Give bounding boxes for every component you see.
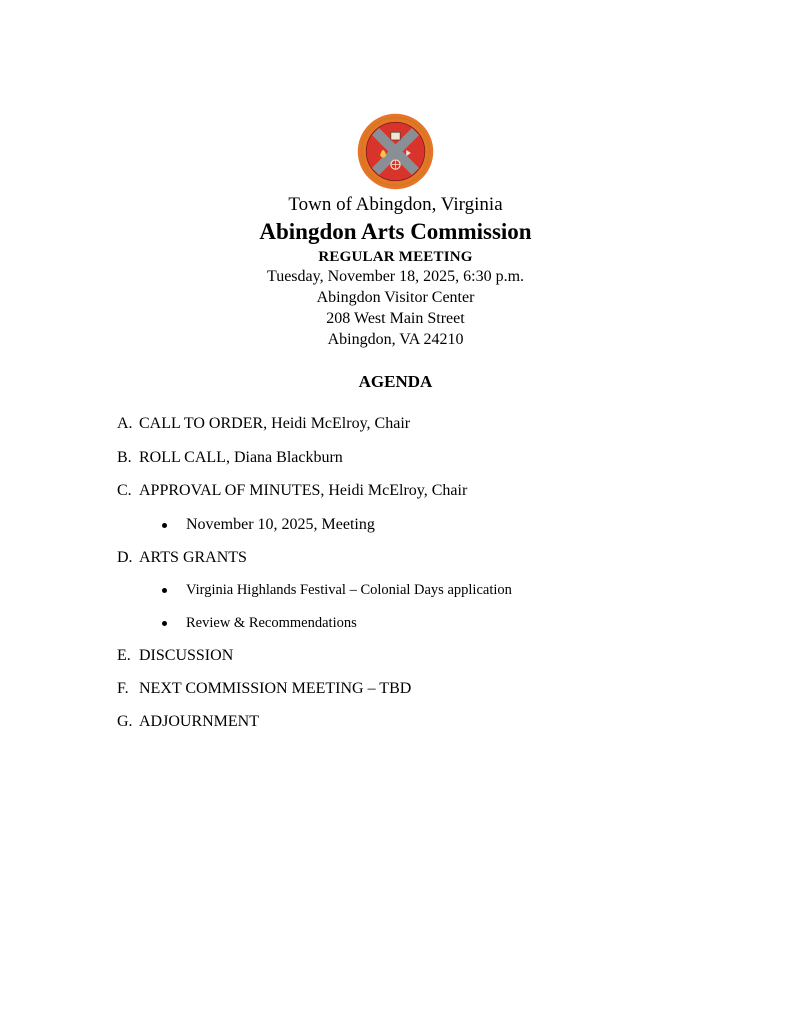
town-name: Town of Abingdon, Virginia (288, 194, 503, 215)
agenda-subitem-text: Review & Recommendations (186, 615, 357, 631)
agenda-item-text: CALL TO ORDER, Heidi McElroy, Chair (139, 415, 411, 432)
agenda-title: AGENDA (358, 372, 433, 391)
bullet-icon (162, 588, 167, 593)
meeting-venue: Abingdon Visitor Center (316, 289, 475, 306)
agenda-item-text: ADJOURNMENT (139, 713, 259, 730)
agenda-item-letter: A. (117, 415, 133, 432)
agenda-item-letter: G. (117, 713, 133, 730)
town-seal-icon (357, 113, 434, 190)
agenda-item (117, 712, 259, 732)
agenda-item (117, 548, 247, 568)
agenda-item-text: APPROVAL OF MINUTES, Heidi McElroy, Chair (139, 482, 468, 499)
agenda-subitem-text: Virginia Highlands Festival – Colonial Days application (186, 582, 512, 598)
agenda-item-text: NEXT COMMISSION MEETING – TBD (139, 680, 412, 697)
agenda-subitem-text: November 10, 2025, Meeting (186, 516, 375, 533)
agenda-item-text: ARTS GRANTS (139, 549, 247, 566)
agenda-item-letter: D. (117, 549, 133, 566)
agenda-item-letter: C. (117, 482, 132, 499)
agenda-item-text: DISCUSSION (139, 647, 234, 664)
meeting-city: Abingdon, VA 24210 (327, 331, 464, 348)
bullet-icon (162, 621, 167, 626)
agenda-item-letter: F. (117, 680, 129, 697)
meeting-datetime: Tuesday, November 18, 2025, 6:30 p.m. (266, 268, 525, 285)
agenda-item-letter: E. (117, 647, 131, 664)
agenda-item (117, 414, 410, 434)
agenda-item-text: ROLL CALL, Diana Blackburn (139, 449, 343, 466)
agenda-item-letter: B. (117, 449, 132, 466)
agenda-item (117, 646, 233, 666)
page-title: Abingdon Arts Commission (259, 219, 532, 244)
agenda-item (117, 481, 467, 501)
agenda-item (117, 448, 343, 468)
agenda-item (117, 679, 411, 699)
meeting-type: REGULAR MEETING (318, 249, 473, 265)
meeting-street: 208 West Main Street (326, 310, 465, 327)
bullet-icon (162, 523, 167, 528)
